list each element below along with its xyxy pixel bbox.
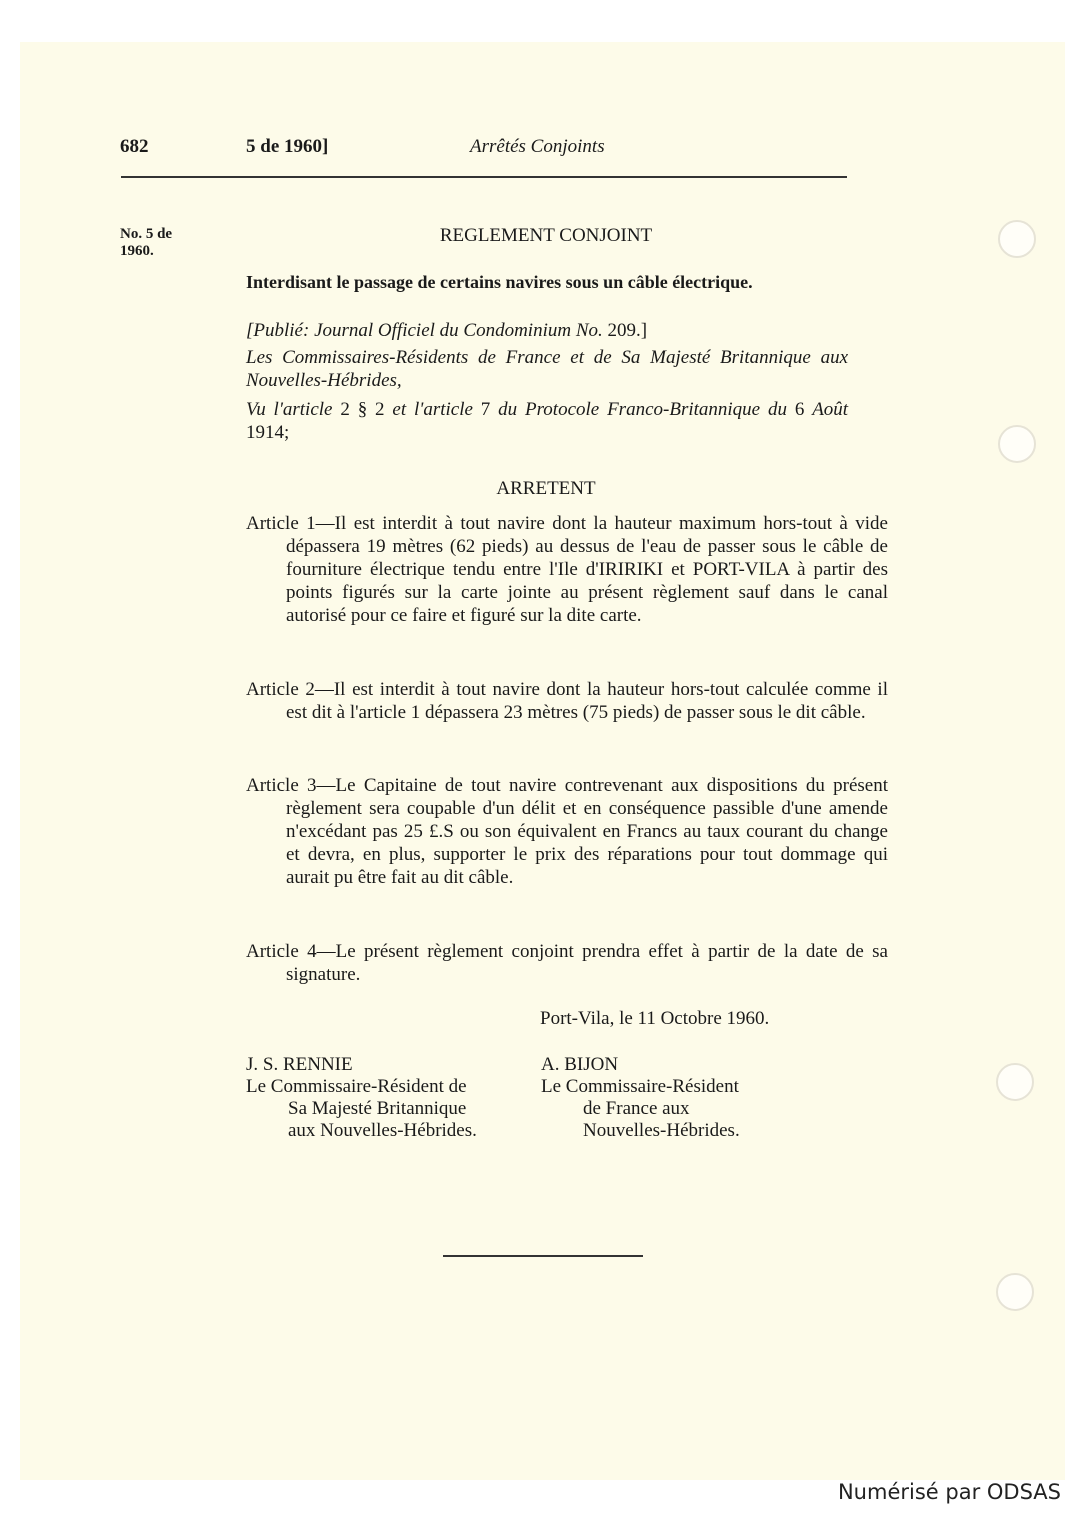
- punch-hole-icon: [996, 1063, 1034, 1101]
- preamble-text: Août: [812, 399, 849, 420]
- article-3: [246, 774, 888, 889]
- signatory-title: de France aux: [583, 1098, 690, 1119]
- place-date: Port-Vila, le 11 Octobre 1960.: [540, 1008, 770, 1029]
- signatory-name: J. S. RENNIE: [246, 1054, 353, 1075]
- article-text: Le présent règlement conjoint prendra effet à partir de la date de sa signature.: [286, 941, 888, 985]
- article-label: Article 2—: [246, 679, 334, 700]
- running-title: Arrêtés Conjoints: [470, 136, 605, 157]
- article-label: Article 4—: [246, 941, 336, 962]
- publication-prefix: [Publié: Journal Officiel du Condominium No.: [246, 320, 603, 341]
- article-text: Le Capitaine de tout navire contrevenant aux dispositions du présent règlement sera coupable d'un délit et en conséquence passible d'une amende n'excédant pas 25 £.S ou son équivalent en Francs au taux courant du change et devra, en plus, supporter le prix des réparations pour tout dommage qui aurait pu être fait au dit câble.: [286, 775, 888, 888]
- signatory-french: [541, 1054, 740, 1142]
- punch-hole-icon: [996, 1273, 1034, 1311]
- document-subtitle: Interdisant le passage de certains navires sous un câble électrique.: [246, 272, 753, 292]
- publication-note: [246, 319, 848, 342]
- article-text: Il est interdit à tout navire dont la hauteur hors-tout calculée comme il est dit à l'article 1 dépassera 23 mètres (75 pieds) de passer sous le dit câble.: [286, 679, 888, 723]
- signatory-title: Sa Majesté Britannique: [288, 1098, 467, 1119]
- punch-hole-icon: [998, 425, 1036, 463]
- punch-hole-icon: [998, 220, 1036, 258]
- article-label: Article 3—: [246, 775, 336, 796]
- preamble-text: du Protocole Franco-Britannique du: [498, 399, 787, 420]
- signatory-title: Nouvelles-Hébrides.: [583, 1120, 740, 1141]
- publication-number: 209.]: [607, 320, 648, 341]
- signatory-title: Le Commissaire-Résident: [541, 1076, 739, 1097]
- margin-note: [120, 226, 172, 260]
- preamble-protocol: [246, 398, 848, 444]
- digitization-credit: Numérisé par ODSAS: [837, 1480, 1061, 1504]
- document-title: REGLEMENT CONJOINT: [439, 225, 653, 246]
- article-2: [246, 678, 888, 724]
- document-page: [20, 42, 1065, 1480]
- article-text: Il est interdit à tout navire dont la hauteur maximum hors-tout à vide dépassera 19 mètres (62 pieds) au dessus de l'eau de passer sous le câble de fourniture électrique tendu entre l'Ile d'IRIRIKI et PORT-VILA à partir des points figurés sur la carte jointe au présent règlement sauf dans le canal autorisé pour ce faire et figuré sur la dite carte.: [286, 513, 888, 626]
- preamble-text: 7: [480, 399, 491, 420]
- end-rule: [443, 1255, 643, 1257]
- signatory-name: A. BIJON: [541, 1054, 619, 1075]
- article-4: [246, 940, 888, 986]
- article-1: [246, 512, 888, 627]
- margin-note-line: No. 5 de: [120, 226, 173, 242]
- signatory-british: [246, 1054, 477, 1142]
- preamble-commissioners: Les Commissaires-Résidents de France et de Sa Majesté Britannique aux Nouvelles-Hébrides,: [246, 347, 848, 391]
- preamble-text: Vu l'article: [246, 399, 333, 420]
- decree-heading: ARRETENT: [496, 478, 596, 499]
- signatory-title: aux Nouvelles-Hébrides.: [288, 1120, 477, 1141]
- issue-reference: 5 de 1960]: [246, 136, 329, 157]
- preamble-text: 6: [794, 399, 805, 420]
- preamble-text: 2 § 2: [340, 399, 385, 420]
- preamble-text: et l'article: [392, 399, 473, 420]
- page-number: 682: [120, 136, 149, 157]
- preamble-text: 1914;: [246, 422, 290, 443]
- article-label: Article 1—: [246, 513, 335, 534]
- margin-note-line: 1960.: [120, 243, 154, 259]
- header-rule: [121, 176, 847, 178]
- signatory-title: Le Commissaire-Résident de: [246, 1076, 467, 1097]
